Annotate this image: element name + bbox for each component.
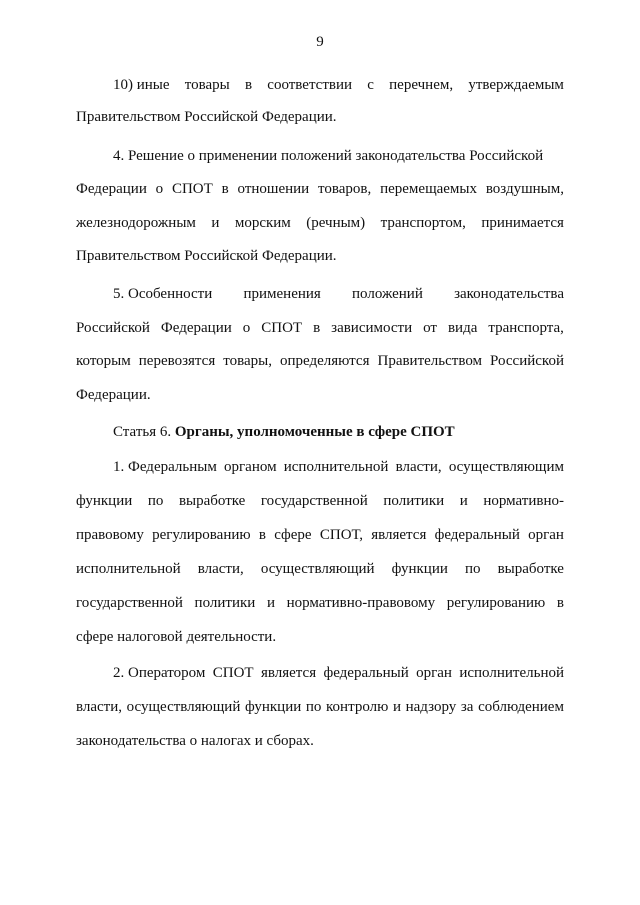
text-word: надзору — [405, 699, 457, 715]
text-word: в — [313, 320, 321, 336]
art6para2-line3: законодательства о налогах и сборах. — [76, 733, 314, 749]
text-word: орган — [416, 665, 452, 681]
text-word: товары — [184, 77, 230, 93]
para4-line1: 4. Решение о применении положений законодательства Российской — [113, 148, 544, 164]
text-word: в — [258, 527, 266, 543]
text-word: правовому — [76, 527, 144, 543]
text-word: соответствии — [267, 77, 353, 93]
text-word: Российской — [76, 320, 150, 336]
text-word: осуществляющий — [260, 561, 375, 577]
art6para1-line4 — [76, 559, 564, 579]
para4-line3 — [76, 213, 564, 233]
text-word: регулированию — [446, 595, 546, 611]
text-word: транспорта, — [488, 320, 564, 336]
art6para2-line1 — [113, 663, 564, 683]
text-word: политики — [383, 493, 445, 509]
text-word: нормативно-правовому — [286, 595, 436, 611]
page-number: 9 — [316, 34, 324, 50]
text-word: функции — [245, 699, 302, 715]
text-word: которым — [76, 353, 131, 369]
text-word: воздушным, — [485, 181, 564, 197]
text-word: осуществляющим — [448, 459, 564, 475]
text-word: контролю — [326, 699, 389, 715]
text-word: определяются — [280, 353, 370, 369]
text-word: 5. Особенности — [113, 286, 213, 302]
text-word: транспортом, — [380, 215, 466, 231]
text-word: в — [221, 181, 229, 197]
text-word: функции — [391, 561, 448, 577]
text-word: перемещаемых — [380, 181, 478, 197]
text-word: Федерации — [160, 320, 232, 336]
para5-line4: Федерации. — [76, 387, 151, 403]
text-word: 10) иные — [113, 77, 170, 93]
para4-line4: Правительством Российской Федерации. — [76, 248, 337, 264]
article6-heading — [113, 422, 455, 442]
text-word: СПОТ — [212, 665, 254, 681]
text-word: 1. Федеральным — [113, 459, 217, 475]
text-word: железнодорожным — [76, 215, 196, 231]
text-word: и — [392, 699, 401, 715]
text-word: является — [371, 527, 427, 543]
article6-prefix: Статья 6. — [113, 424, 172, 440]
art6para1-line1 — [113, 457, 564, 477]
para4-line2 — [76, 179, 564, 199]
text-word: (речным) — [306, 215, 366, 231]
art6para1-line3 — [76, 525, 564, 545]
text-word: государственной — [76, 595, 183, 611]
text-word: власти, — [76, 699, 123, 715]
text-word: федеральный — [434, 527, 520, 543]
item10-line2: Правительством Российской Федерации. — [76, 109, 337, 125]
text-word: Правительством — [377, 353, 483, 369]
item10-line1 — [113, 75, 564, 95]
text-word: за — [460, 699, 474, 715]
text-word: принимается — [481, 215, 564, 231]
text-word: власти, — [395, 459, 442, 475]
para5-line2 — [76, 318, 564, 338]
text-word: Федерации — [76, 181, 147, 197]
text-word: по — [305, 699, 322, 715]
art6para1-line6: сфере налоговой деятельности. — [76, 629, 277, 645]
text-word: морским — [234, 215, 291, 231]
text-word: законодательства — [454, 286, 564, 302]
text-word: СПОТ, — [319, 527, 363, 543]
text-word: политики — [194, 595, 256, 611]
text-word: о — [242, 320, 251, 336]
art6para1-line5 — [76, 593, 564, 613]
art6para1-line2 — [76, 491, 564, 511]
text-word: осуществляющий — [126, 699, 241, 715]
text-word: федеральный — [323, 665, 409, 681]
text-word: в — [556, 595, 564, 611]
text-word: 2. Оператором — [113, 665, 206, 681]
text-word: нормативно- — [483, 493, 564, 509]
text-word: власти, — [197, 561, 244, 577]
text-word: применения — [243, 286, 321, 302]
text-word: положений — [352, 286, 423, 302]
text-word: и — [266, 595, 275, 611]
para5-line1 — [113, 284, 564, 304]
text-word: от — [423, 320, 437, 336]
text-word: исполнительной — [76, 561, 181, 577]
text-word: государственной — [260, 493, 368, 509]
text-word: товаров, — [318, 181, 372, 197]
text-word: СПОТ — [171, 181, 213, 197]
text-word: органом — [224, 459, 277, 475]
text-word: исполнительной — [459, 665, 564, 681]
text-word: является — [260, 665, 317, 681]
text-word: сфере — [274, 527, 312, 543]
art6para2-line2 — [76, 697, 564, 717]
text-word: утверждаемым — [468, 77, 564, 93]
para5-line3 — [76, 351, 564, 371]
text-word: перечнем, — [389, 77, 454, 93]
text-word: по — [464, 561, 481, 577]
text-word: Российской — [490, 353, 564, 369]
text-word: СПОТ — [261, 320, 303, 336]
text-word: товары, — [223, 353, 272, 369]
article6-title: Органы, уполномоченные в сфере СПОТ — [174, 424, 455, 440]
text-word: перевозятся — [138, 353, 216, 369]
text-word: исполнительной — [283, 459, 389, 475]
text-word: зависимости — [331, 320, 413, 336]
text-word: орган — [528, 527, 564, 543]
text-word: функции — [76, 493, 133, 509]
text-word: с — [367, 77, 374, 93]
text-word: отношении — [237, 181, 310, 197]
text-word: и — [459, 493, 468, 509]
text-word: по — [147, 493, 164, 509]
text-word: соблюдением — [478, 699, 564, 715]
text-word: выработке — [497, 561, 564, 577]
text-word: вида — [447, 320, 478, 336]
text-word: о — [155, 181, 164, 197]
text-word: выработке — [178, 493, 246, 509]
text-word: и — [211, 215, 220, 231]
text-word: в — [244, 77, 253, 93]
text-word: регулированию — [152, 527, 251, 543]
